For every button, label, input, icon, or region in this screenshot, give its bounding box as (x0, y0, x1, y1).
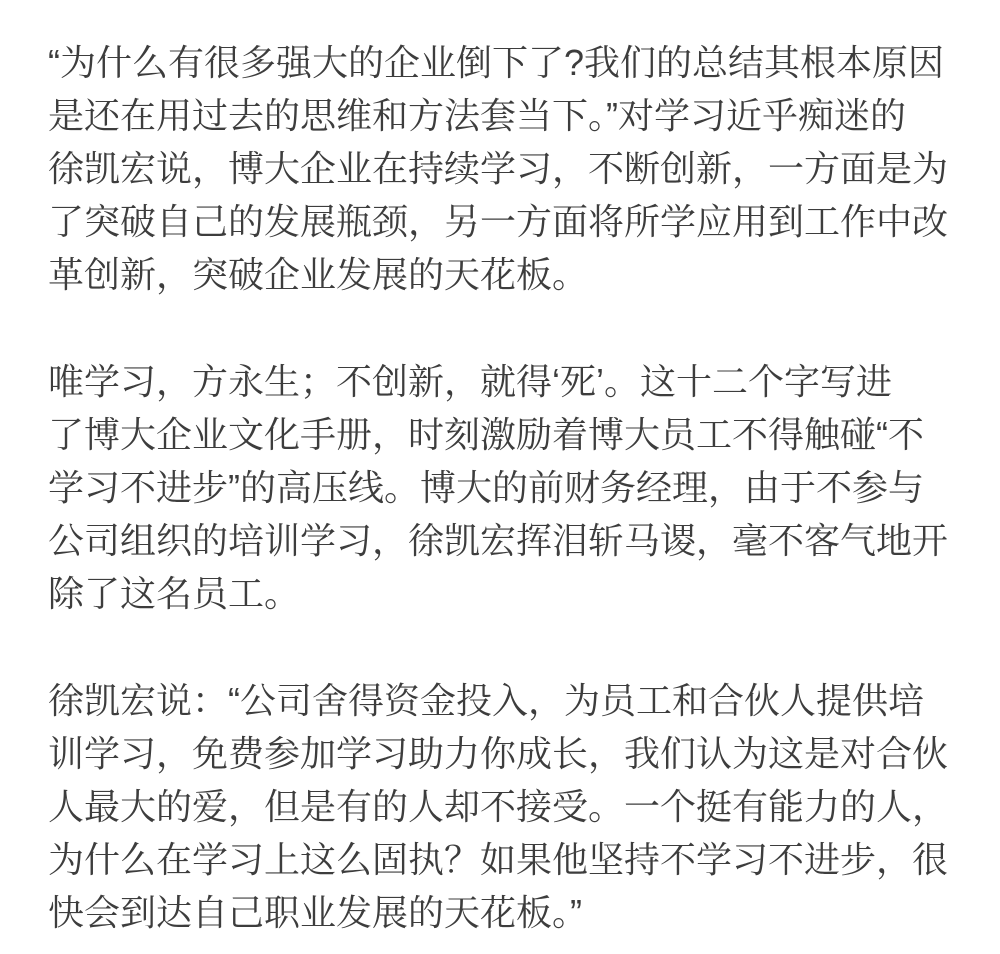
text-line: 徐凯宏说，博大企业在持续学习，不断创新，一方面是为 (48, 148, 949, 189)
text-line: 了突破自己的发展瓶颈，另一方面将所学应用到工作中改 (48, 201, 949, 242)
paragraph-1 (48, 36, 950, 301)
text-line: 为什么在学习上这么固执？如果他坚持不学习不进步，很 (48, 839, 949, 880)
text-line: 除了这名员工。 (48, 573, 301, 614)
text-line: 公司组织的培训学习，徐凯宏挥泪斩马谡，毫不客气地开 (48, 520, 949, 561)
text-line: 是还在用过去的思维和方法套当下。”对学习近乎痴迷的 (48, 95, 906, 136)
text-line: 训学习，免费参加学习助力你成长，我们认为这是对合伙 (48, 733, 949, 774)
text-line: “为什么有很多强大的企业倒下了?我们的总结其根本原因 (48, 42, 945, 83)
paragraph-2 (48, 355, 950, 620)
text-line: 革创新，突破企业发展的天花板。 (48, 254, 589, 295)
text-line: 学习不进步”的高压线。博大的前财务经理，由于不参与 (48, 467, 924, 508)
text-line: 人最大的爱，但是有的人却不接受。一个挺有能力的人， (48, 786, 949, 827)
paragraph-3 (48, 674, 950, 939)
text-line: 徐凯宏说：“公司舍得资金投入，为员工和合伙人提供培 (48, 680, 924, 721)
text-line: 快会到达自己职业发展的天花板。” (48, 892, 582, 933)
text-line: 了博大企业文化手册，时刻激励着博大员工不得触碰“不 (48, 414, 924, 455)
text-line: 唯学习，方永生；不创新，就得‘死’。这十二个字写进 (48, 361, 892, 402)
